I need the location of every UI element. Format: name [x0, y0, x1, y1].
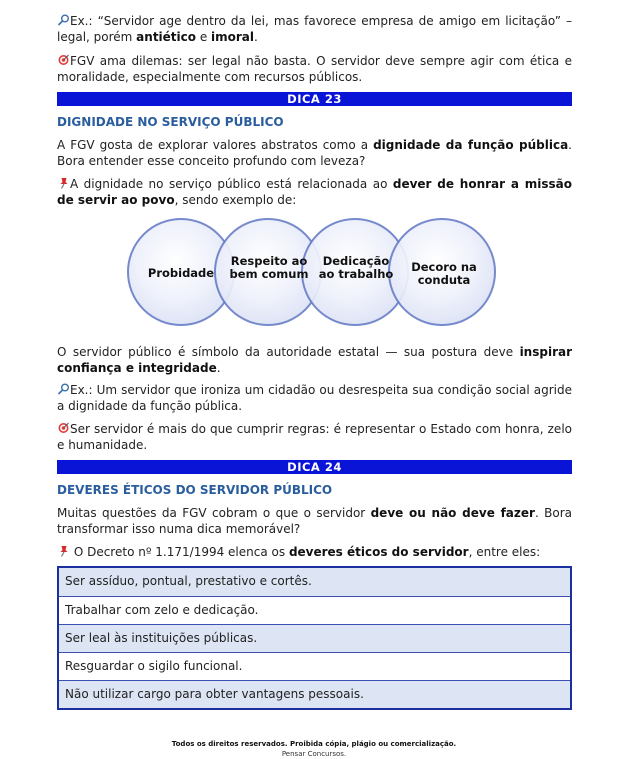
dignity-venn-diagram: [125, 218, 505, 330]
dica-23-symbol-paragraph: O servidor público é símbolo da autoridade estatal — sua postura deve inspirar confiança e integridade.: [57, 345, 572, 375]
duties-table: [57, 566, 572, 710]
tip-paragraph-1: FGV ama dilemas: ser legal não basta. O servidor deve sempre agir com ética e moralidade, especialmente com recursos públicos.: [57, 54, 572, 84]
pushpin-icon: [57, 545, 70, 557]
duty-row: Não utilizar cargo para obter vantagens pessoais.: [59, 680, 570, 708]
dica-23-pin-paragraph: A dignidade no serviço público está relacionada ao dever de honrar a missão de servir ao povo, sendo exemplo de:: [57, 177, 573, 207]
duty-row: Trabalhar com zelo e dedicação.: [59, 596, 570, 624]
duty-row: Ser assíduo, pontual, prestativo e cortês.: [59, 568, 570, 596]
dica-23-banner: DICA 23: [57, 92, 572, 106]
circle-label-dedicacao: Dedicação ao trabalho: [318, 254, 394, 281]
duty-row: Ser leal às instituições públicas.: [59, 624, 570, 652]
circle-label-probidade: Probidade: [147, 266, 215, 280]
magnifier-icon: [57, 14, 70, 26]
example-paragraph-1: Ex.: “Servidor age dentro da lei, mas favorece empresa de amigo em licitação” – legal, porém antiético e imoral.: [57, 14, 572, 44]
dica-24-heading: DEVERES ÉTICOS DO SERVIDOR PÚBLICO: [57, 483, 333, 497]
pushpin-icon: [57, 177, 70, 189]
circle-label-respeito: Respeito ao bem comum: [229, 254, 309, 281]
dica-24-banner: DICA 24: [57, 460, 572, 474]
footer-rights: Todos os direitos reservados. Proibida cópia, plágio ou comercialização.: [171, 740, 457, 748]
magnifier-icon: [57, 383, 70, 395]
dica-24-intro: Muitas questões da FGV cobram o que o servidor deve ou não deve fazer. Bora transformar isso numa dica memorável?: [57, 506, 573, 536]
dica-23-heading: DIGNIDADE NO SERVIÇO PÚBLICO: [57, 115, 284, 129]
target-icon: [57, 422, 70, 434]
example-paragraph-2: Ex.: Um servidor que ironiza um cidadão ou desrespeita sua condição social agride a dignidade da função pública.: [57, 383, 572, 413]
target-icon: [57, 54, 70, 66]
dica-23-intro: A FGV gosta de explorar valores abstratos como a dignidade da função pública. Bora entender esse conceito profundo com leveza?: [57, 138, 572, 168]
circle-label-decoro: Decoro na conduta: [411, 260, 477, 287]
dica-24-decree-paragraph: O Decreto nº 1.171/1994 elenca os deveres éticos do servidor, entre eles:: [57, 544, 572, 560]
tip-paragraph-2: Ser servidor é mais do que cumprir regras: é representar o Estado com honra, zelo e humanidade.: [57, 422, 572, 452]
footer-brand: Pensar Concursos.: [281, 750, 347, 758]
duty-row: Resguardar o sigilo funcional.: [59, 652, 570, 680]
